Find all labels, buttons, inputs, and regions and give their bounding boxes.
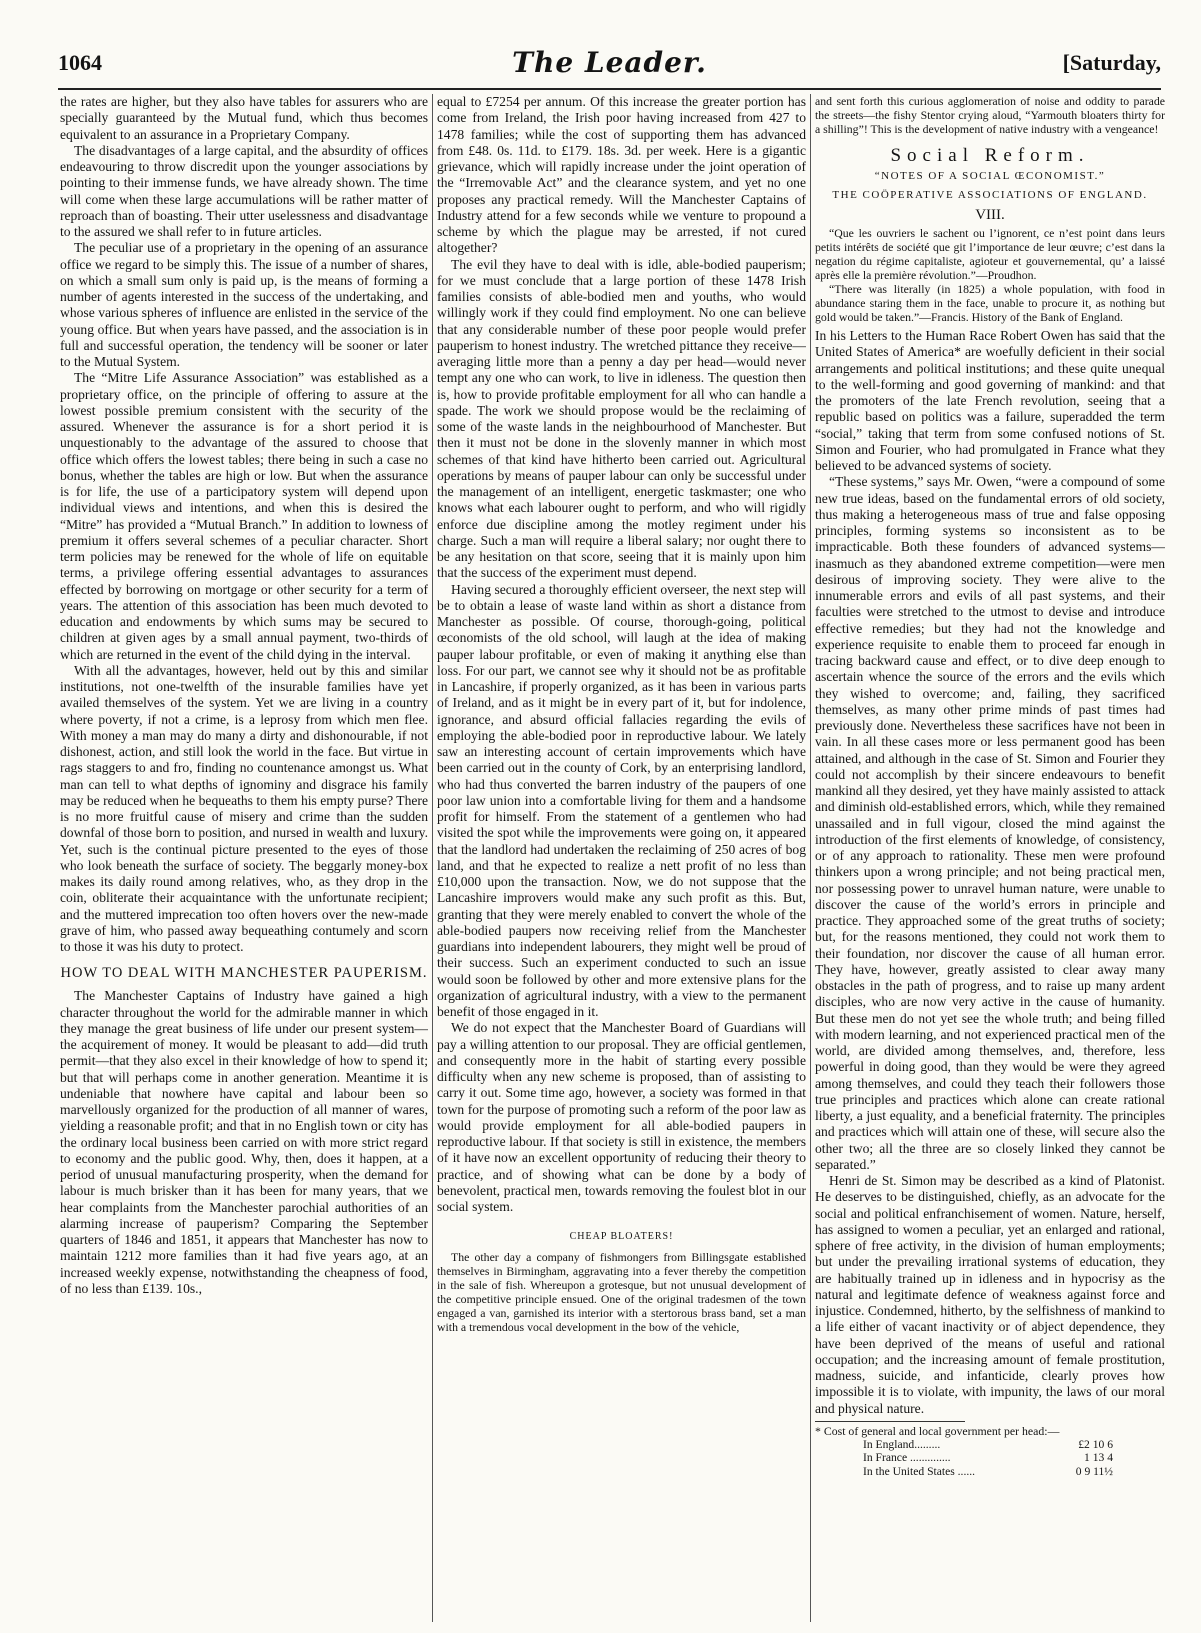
column-1 <box>60 94 428 1622</box>
section-heading: Social Reform. <box>890 145 1090 166</box>
paragraph: The evil they have to deal with is idle, able-bodied pauperism; for we must conclude that a large portion of these 1478 Irish families consists of able-bodied men and youths, who would willingly work if they could find employment. No one can believe that any considerable number of these poor people would prefer pauperism to honest industry. The wretched pittance they receive—averaging little more than a penny a day per head—would never tempt any one who can work, to live in idleness. The question then is, how to provide profitable employment for all who can handle a spade. The work we should propose would be the reclaiming of some of the waste lands in the neighbourhood of Manchester. But then it must not be done in the slovenly manner in which most schemes of that kind have hitherto been carried out. Agricultural operations by means of pauper labour can only be successful under the management of an intelligent, energetic taskmaster; one who knows what each labourer ought to perform, and who will rigidly enforce due discipline among the motley regiment under his charge. Such a man will require a liberal salary; nor ought there to be any hesitation on that score, seeing that it is mainly upon him that the success of the experiment must depend. <box>437 256 806 581</box>
epigraph: “Que les ouvriers le sachent ou l’ignorent, ce n’est point dans leurs petits intérêts de société que git l’importance de leur œuvre; c’est dans la negation du régime capitaliste, agioteur et gouvernemental, qu’ a laissé après elle la première révolution.”—Proudhon. <box>815 226 1165 282</box>
paragraph: With all the advantages, however, held out by this and similar institutions, not one-twelfth of the insurable families have yet availed themselves of the system. Yet we are living in a country where poverty, if not a crime, is a leprosy from which men flee. With money a man may do many a dirty and dishonourable, if not dishonest, action, and still look the world in the face. But virtue in rags staggers to and fro, finding no countenance amongst us. What man can tell to what depths of ignominy and disgrace his family may be reduced when he bequeaths to them his empty purse? There is no more fruitful cause of misery and crime than the sudden downfal of those born to position, and nursed in wealth and luxury. Yet, such is the continual picture presented to the eyes of those who look beneath the surface of society. The beggarly money-box makes its daily round among relatives, who, as they drop in the coin, obliterate their acquaintance with the unfortunate recipient; and the muttered imprecation too often hovers over the new-made grave of him, who passed away bequeathing contumely and scorn to those it was his duty to protect. <box>60 662 428 954</box>
paragraph: The Manchester Captains of Industry have gained a high character throughout the world for the admirable manner in which they manage the great business of life under our present system—the acquirement of money. It would be pleasant to add—did truth permit—that they also excel in their knowledge of how to spend it; but that will perhaps come in another generation. Meantime it is undeniable that nowhere have capital and labour been so marvellously organized for the production of all manner of wares, yielding a reasonable profit; and that in no English town or city has the ordinary local business been carried on with more strict regard to economy and the public good. Why, then, does it happen, at a period of unusual manufacturing prosperity, when the demand for labour is much brisker than it has been for many years, that we hear complaints from the Manchester parochial authorities of an alarming increase of pauperism? Comparing the September quarters of 1846 and 1851, it appears that Manchester has now to maintain 1212 more families than it had five years ago, at an increased weekly expense, notwithstanding the cheapness of food, of no less than £139. 10s., <box>60 988 428 1296</box>
column-3 <box>815 94 1165 1622</box>
paragraph: Having secured a thoroughly efficient overseer, the next step will be to obtain a lease of waste land within as short a distance from Manchester as possible. Of course, thorough-going, political œconomists of the old school, will laugh at the idea of making pauper labour profitable, or even of making it anything else than loss. For our part, we cannot see why it should not be as profitable in Lancashire, if properly organized, as it has been in various parts of Ireland, and as it might be in every part of it, but for indolence, ignorance, and absurd official fallacies regarding the evils of employing the able-bodied poor in reproductive labour. We lately saw an interesting account of certain improvements which have been carried out in the county of Cork, by an enterprising landlord, who had thus converted the barren industry of the paupers of one poor law union into a comfortable living for them and a handsome profit for himself. From the statement of a gentlemen who had visited the spot while the improvements were going on, it appeared that the landlord had undertaken the reclaiming of 250 acres of bog land, and that he expected to realize a nett profit of no less than £10,000 upon the transaction. Now, we do not suppose that the Lancashire improvers would make any such profit as this. But, granting that they were merely enabled to convert the whole of the able-bodied paupers now receiving relief from the Manchester guardians into independent labourers, they might well be proud of their success. Such an experiment conducted to such an issue would soon be followed by other and more extensive plans for the organization of agricultural industry, with a view to the permanent benefit of those engaged in it. <box>437 581 806 1019</box>
footnote-row <box>863 1451 1113 1465</box>
paragraph: the rates are higher, but they also have tables for assurers who are specially guaranteed by the Mutual fund, which thus becomes equivalent to an assurance in a Proprietary Company. <box>60 94 428 142</box>
paragraph: The peculiar use of a proprietary in the opening of an assurance office we regard to be simply this. The issue of a number of shares, on which a small sum only is paid up, is the means of forming a number of agents interested in the success of the undertaking, and whose various spheres of influence are enlisted in the service of the young office. But when years have passed, and the association is in full and successful operation, the tendency will be sooner or later to the Mutual System. <box>60 240 428 369</box>
footnote-value: £2 10 6 <box>1078 1437 1113 1451</box>
column-divider <box>810 94 811 1622</box>
footnote-row <box>863 1438 1113 1452</box>
paragraph: The disadvantages of a large capital, and the absurdity of offices endeavouring to throw discredit upon the younger associations by pointing to their immense funds, we have already shown. The time will come when these large accumulations will be rather matter of reproach than of boasting. Their utter uselessness and disadvantage to the assured we shall refer to in future articles. <box>60 142 428 239</box>
article-subtitle: THE COÖPERATIVE ASSOCIATIONS OF ENGLAND. <box>832 188 1148 201</box>
paragraph: Henri de St. Simon may be described as a kind of Platonist. He deserves to be distinguished, chiefly, as an advocate for the social and political enfranchisement of women. Nature, herself, has assigned to women a peculiar, yet an enlarged and rational, sphere of free activity, in the division of human employments; but under the prevailing irrational systems of education, they are habitually trained up in idleness and in hypocrisy as the natural and legitimate defence of weakness against force and injustice. Condemned, hitherto, by the selfishness of mankind to a life either of vacant inactivity or of abject dependence, they have been deprived of the means of useful and rational occupation; and the increasing amount of female prostitution, madness, suicide, and infanticide, clearly proves how impossible it is to violate, with impunity, the laws of our moral and physical nature. <box>815 1173 1165 1416</box>
paragraph: In his Letters to the Human Race Robert Owen has said that the United States of America* are woefully deficient in their social arrangements and political institutions; and these quite unequal to the well-forming and good governing of mankind: and that the promoters of the late French revolution, seeing that a republic based on politics was a failure, superadded the term “social,” taking that term from some confused notions of St. Simon and Fourier, who had promulgated in France what they believed to be advanced systems of society. <box>815 328 1165 473</box>
part-number: VIII. <box>975 206 1005 223</box>
paragraph: The other day a company of fishmongers from Billingsgate established themselves in Birmingham, aggravating into a fever thereby the competition in the sale of fish. Whereupon a grotesque, but not unusual development of the competitive principle ensued. One of the original tradesmen of the town engaged a van, garnished its interior with a stertorous brass band, set a man with a tremendous vocal development in the bow of the vehicle, <box>437 1249 806 1334</box>
article-heading: HOW TO DEAL WITH MANCHESTER PAUPERISM. <box>60 965 428 982</box>
header-rule <box>58 88 1161 90</box>
epigraph: “There was literally (in 1825) a whole population, with food in abundance staring them in the face, unable to procure it, as nothing but gold would be taken.”—Francis. History of the Bank of England. <box>815 282 1165 324</box>
footnote-row <box>863 1465 1113 1479</box>
article-heading: CHEAP BLOATERS! <box>569 1231 674 1243</box>
footnote-label: In the United States ...... <box>863 1464 976 1478</box>
footnote-title: * Cost of general and local government per head:— <box>815 1423 1060 1438</box>
footnote-value: 0 9 11½ <box>1075 1464 1113 1478</box>
paragraph: equal to £7254 per annum. Of this increase the greater portion has come from Ireland, the Irish poor having increased from 427 to 1478 families; while the cost of supporting them has advanced from £48. 0s. 11d. to £179. 18s. 3d. per week. Here is a gigantic grievance, which will rapidly increase under the joint operation of the “Irremovable Act” and the clearance system, and yet no one proposes any practical remedy. Will the Manchester Captains of Industry attend for a few seconds while we venture to propound a scheme by which the plague may be arrested, if not cured altogether? <box>437 94 806 256</box>
footnote-table <box>863 1438 1165 1479</box>
column-2 <box>437 94 806 1622</box>
page-number: 1064 <box>58 50 102 75</box>
paper-title: The Leader. <box>512 46 707 79</box>
paragraph: and sent forth this curious agglomeration of noise and oddity to parade the streets—the fishy Stentor crying aloud, “Yarmouth bloaters thirty for a shilling”! This is the development of native industry with a vengeance! <box>815 94 1165 136</box>
footnote-label: In England......... <box>863 1437 941 1451</box>
footnote-label: In France .............. <box>863 1451 951 1465</box>
issue-day: [Saturday, <box>1062 50 1161 75</box>
paragraph: The “Mitre Life Assurance Association” was established as a proprietary office, on the principle of offering to assure at the lowest possible premium consistent with the security of the assured. Whenever the assurance is for a short period it is unquestionably to the advantage of the assured to choose that office which offers the lowest tables; there being in such a case no bonus, whether the tables are high or low. But when the assurance is for life, the use of a participatory system will depend upon individual views and intentions, and when this is desired the “Mitre” has provided a “Mutual Branch.” In addition to lowness of premium it offers several schemes of a peculiar character. Short term policies may be renewed for the whole of life on equitable terms, a privilege offering essential advantages to assurances effected by borrowing on mortgage or other security for a term of years. The attention of this association has been much devoted to education and endowments by which sums may be secured to children at given ages by a small annual payment, two-thirds of which are returned in the event of the child dying in the interval. <box>60 370 428 662</box>
footnote-value: 1 13 4 <box>1084 1451 1113 1465</box>
masthead <box>58 46 1161 90</box>
paragraph: We do not expect that the Manchester Board of Guardians will pay a willing attention to our proposal. They are official gentlemen, and consequently more in the habit of starting every possible difficulty when any new scheme is proposed, than of assisting to carry it out. Some time ago, however, a society was formed in that town for the purpose of promoting such a reform of the poor law as would provide employment for all able-bodied paupers in reproductive labour. If that society is still in existence, the members of it have now an excellent opportunity of reducing their theory to practice, and of showing what can be done by a body of benevolent, practical men, towards removing the foulest blot in our social system. <box>437 1020 806 1214</box>
column-divider <box>432 94 433 1622</box>
series-title: “NOTES OF A SOCIAL ŒCONOMIST.” <box>874 170 1106 183</box>
paragraph: “These systems,” says Mr. Owen, “were a compound of some new true ideas, based on the fundamental errors of old society, thus making a heterogeneous mass of true and false opposing principles, forming systems so inconsistent as to be impracticable. Both these founders of advanced systems—inasmuch as they abandoned extreme competition—were men desirous of improving society. They were alive to the innumerable errors and evils of all past systems, and their faculties were stretched to the utmost to devise and introduce effective remedies; but they had not the knowledge and experience requisite to enable them to proceed far enough in tracing backward cause and effect, or to dive deep enough to ascertain whence the source of the errors and the evils which they wished to overcome; and, failing, they sacrificed themselves, as many other prime minds of past times had previously done. Nevertheless these sacrifices have not been in vain. In all these cases more or less permanent good has been attained, and although in the case of St. Simon and Fourier they could not accomplish by their sincere endeavours to benefit mankind all they desired, yet they have mainly assisted to attack and diminish old-established errors, which, while they remained unassailed and in full vigour, closed the mind against the introduction of the first elements of knowledge, of consistency, or of any approach to rationality. These men were profound thinkers upon a wrong principle; and not being practical men, nor possessing power to unravel human nature, were unable to discover the cause of the world’s errors in principle and practice. They approached some of the great truths of society; but, for the reasons mentioned, they could not work them to their foundation, nor discover the cause of all human error. They have, however, greatly assisted to clear away many obstacles in the path of progress, and to raise up many ardent disciples, who are now very active in the cause of humanity. But these men do not yet see the whole truth; and being filled with modern learning, and not experienced practical men of the world, are divided among themselves, and, therefore, less powerful in doing good, than they would be were they agreed among themselves, and could they teach their followers those true principles and practices which alone can create rational liberty, a just equality, and a beneficial fraternity. The principles and practices which will attain one of these, will secure also the other two; all the three are so closely linked they cannot be separated.” <box>815 474 1165 1172</box>
